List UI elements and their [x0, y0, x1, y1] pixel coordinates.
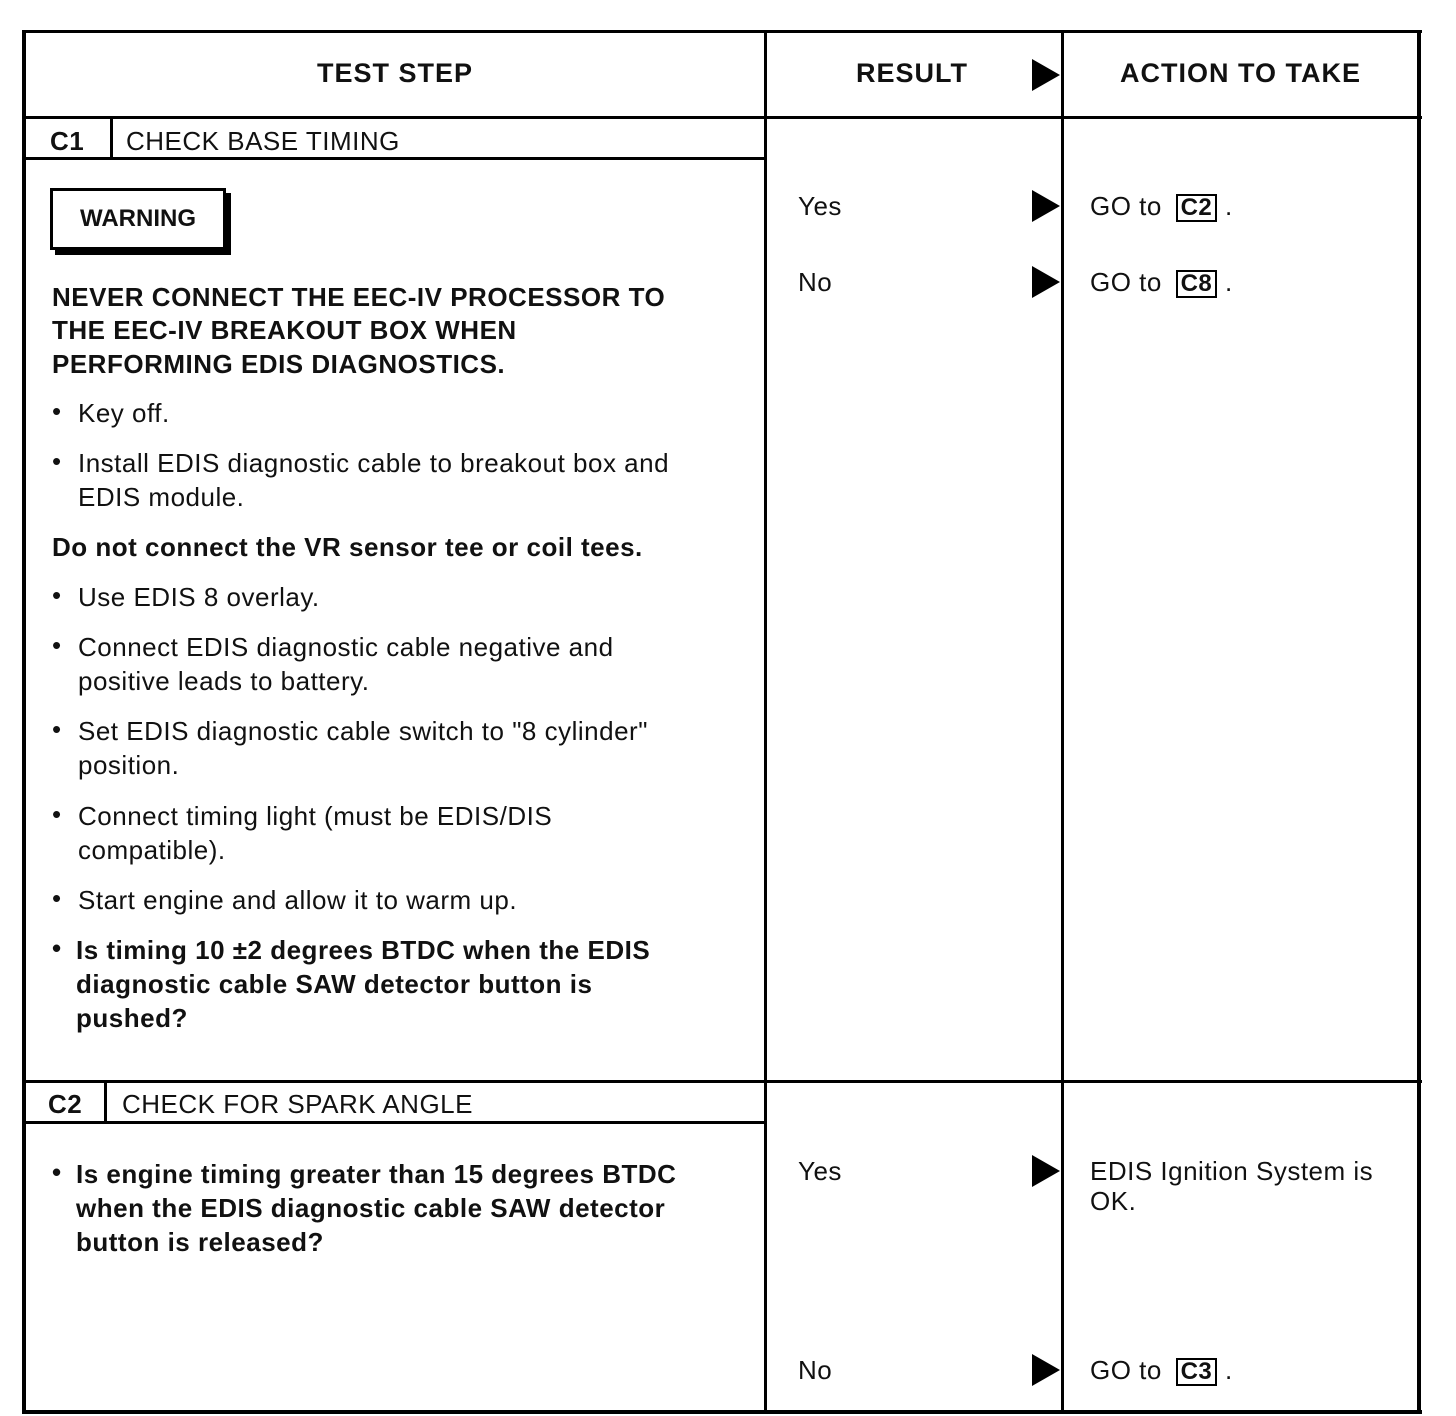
note-no-tees: Do not connect the VR sensor tee or coil tees.	[52, 532, 643, 562]
c1-action-yes-period: .	[1225, 191, 1233, 221]
step-start-engine: Start engine and allow it to warm up.	[78, 885, 518, 915]
step-leads-2: positive leads to battery.	[78, 666, 370, 696]
c1-result-yes: Yes	[798, 191, 842, 221]
c2-action-yes-1: EDIS Ignition System is	[1090, 1156, 1374, 1186]
c2-action-yes-2: OK.	[1090, 1186, 1137, 1216]
c2-action-no-text: GO to	[1090, 1355, 1162, 1385]
c1-action-no	[1090, 265, 1233, 299]
border-left	[22, 30, 26, 1414]
c1-action-no-period: .	[1225, 267, 1233, 297]
row-divider	[22, 1080, 1422, 1083]
header-action: ACTION TO TAKE	[1120, 58, 1361, 88]
c2-title: CHECK FOR SPARK ANGLE	[122, 1089, 473, 1119]
step-leads-1: Connect EDIS diagnostic cable negative and	[78, 632, 614, 662]
c2-result-no: No	[798, 1355, 833, 1385]
bullet-icon: •	[52, 933, 62, 963]
c2-question-2: when the EDIS diagnostic cable SAW detector	[76, 1193, 666, 1223]
step-timing-light-2: compatible).	[78, 835, 226, 865]
c2-no-arrow-icon	[1032, 1354, 1060, 1386]
warning-text-3: PERFORMING EDIS DIAGNOSTICS.	[52, 349, 506, 379]
col-divider-2	[1061, 30, 1064, 1414]
c2-action-no	[1090, 1353, 1233, 1387]
c2-yes-arrow-icon	[1032, 1155, 1060, 1187]
warning-box	[50, 188, 226, 250]
step-overlay: Use EDIS 8 overlay.	[78, 582, 320, 612]
bullet-icon: •	[52, 714, 62, 744]
border-right	[1417, 30, 1421, 1414]
c1-action-no-ref[interactable]: C8	[1176, 270, 1218, 298]
header-divider	[22, 116, 1422, 119]
warning-text-2: THE EEC-IV BREAKOUT BOX WHEN	[52, 315, 517, 345]
step-install-1: Install EDIS diagnostic cable to breakout box and	[78, 448, 670, 478]
header-test-step: TEST STEP	[316, 58, 474, 88]
c2-id-divider	[104, 1082, 107, 1123]
c1-action-yes-text: GO to	[1090, 191, 1162, 221]
bullet-icon: •	[52, 446, 62, 476]
c1-action-yes-ref[interactable]: C2	[1176, 194, 1218, 222]
c1-id-divider	[110, 118, 113, 159]
c2-action-no-period: .	[1225, 1355, 1233, 1385]
bullet-icon: •	[52, 630, 62, 660]
c2-question-3: button is released?	[76, 1227, 324, 1257]
c1-question-2: diagnostic cable SAW detector button is	[76, 969, 593, 999]
step-install-2: EDIS module.	[78, 482, 245, 512]
c1-question-3: pushed?	[76, 1003, 188, 1033]
c2-title-divider	[22, 1121, 767, 1124]
bullet-icon: •	[52, 883, 62, 913]
c1-title: CHECK BASE TIMING	[126, 126, 400, 156]
step-key-off: Key off.	[78, 398, 170, 428]
header-result-arrow-icon	[1032, 59, 1060, 91]
c2-question-1: Is engine timing greater than 15 degrees BTDC	[76, 1159, 677, 1189]
c1-action-no-text: GO to	[1090, 267, 1162, 297]
c1-no-arrow-icon	[1032, 266, 1060, 298]
border-bottom	[22, 1410, 1422, 1414]
step-timing-light-1: Connect timing light (must be EDIS/DIS	[78, 801, 553, 831]
c1-yes-arrow-icon	[1032, 190, 1060, 222]
c1-question-1: Is timing 10 ±2 degrees BTDC when the EDIS	[76, 935, 651, 965]
col-divider-1	[764, 30, 767, 1414]
bullet-icon: •	[52, 580, 62, 610]
c2-action-no-ref[interactable]: C3	[1176, 1358, 1218, 1386]
c1-action-yes	[1090, 189, 1233, 223]
bullet-icon: •	[52, 1157, 62, 1187]
step-switch-1: Set EDIS diagnostic cable switch to "8 cylinder"	[78, 716, 648, 746]
bullet-icon: •	[52, 799, 62, 829]
c2-id: C2	[48, 1089, 83, 1119]
header-result: RESULT	[856, 58, 968, 88]
c1-id: C1	[50, 126, 85, 156]
bullet-icon: •	[52, 396, 62, 426]
warning-label: WARNING	[80, 205, 196, 232]
step-switch-2: position.	[78, 750, 180, 780]
warning-text-1: NEVER CONNECT THE EEC-IV PROCESSOR TO	[52, 282, 666, 312]
c2-result-yes: Yes	[798, 1156, 842, 1186]
c1-result-no: No	[798, 267, 833, 297]
border-top	[22, 30, 1422, 33]
